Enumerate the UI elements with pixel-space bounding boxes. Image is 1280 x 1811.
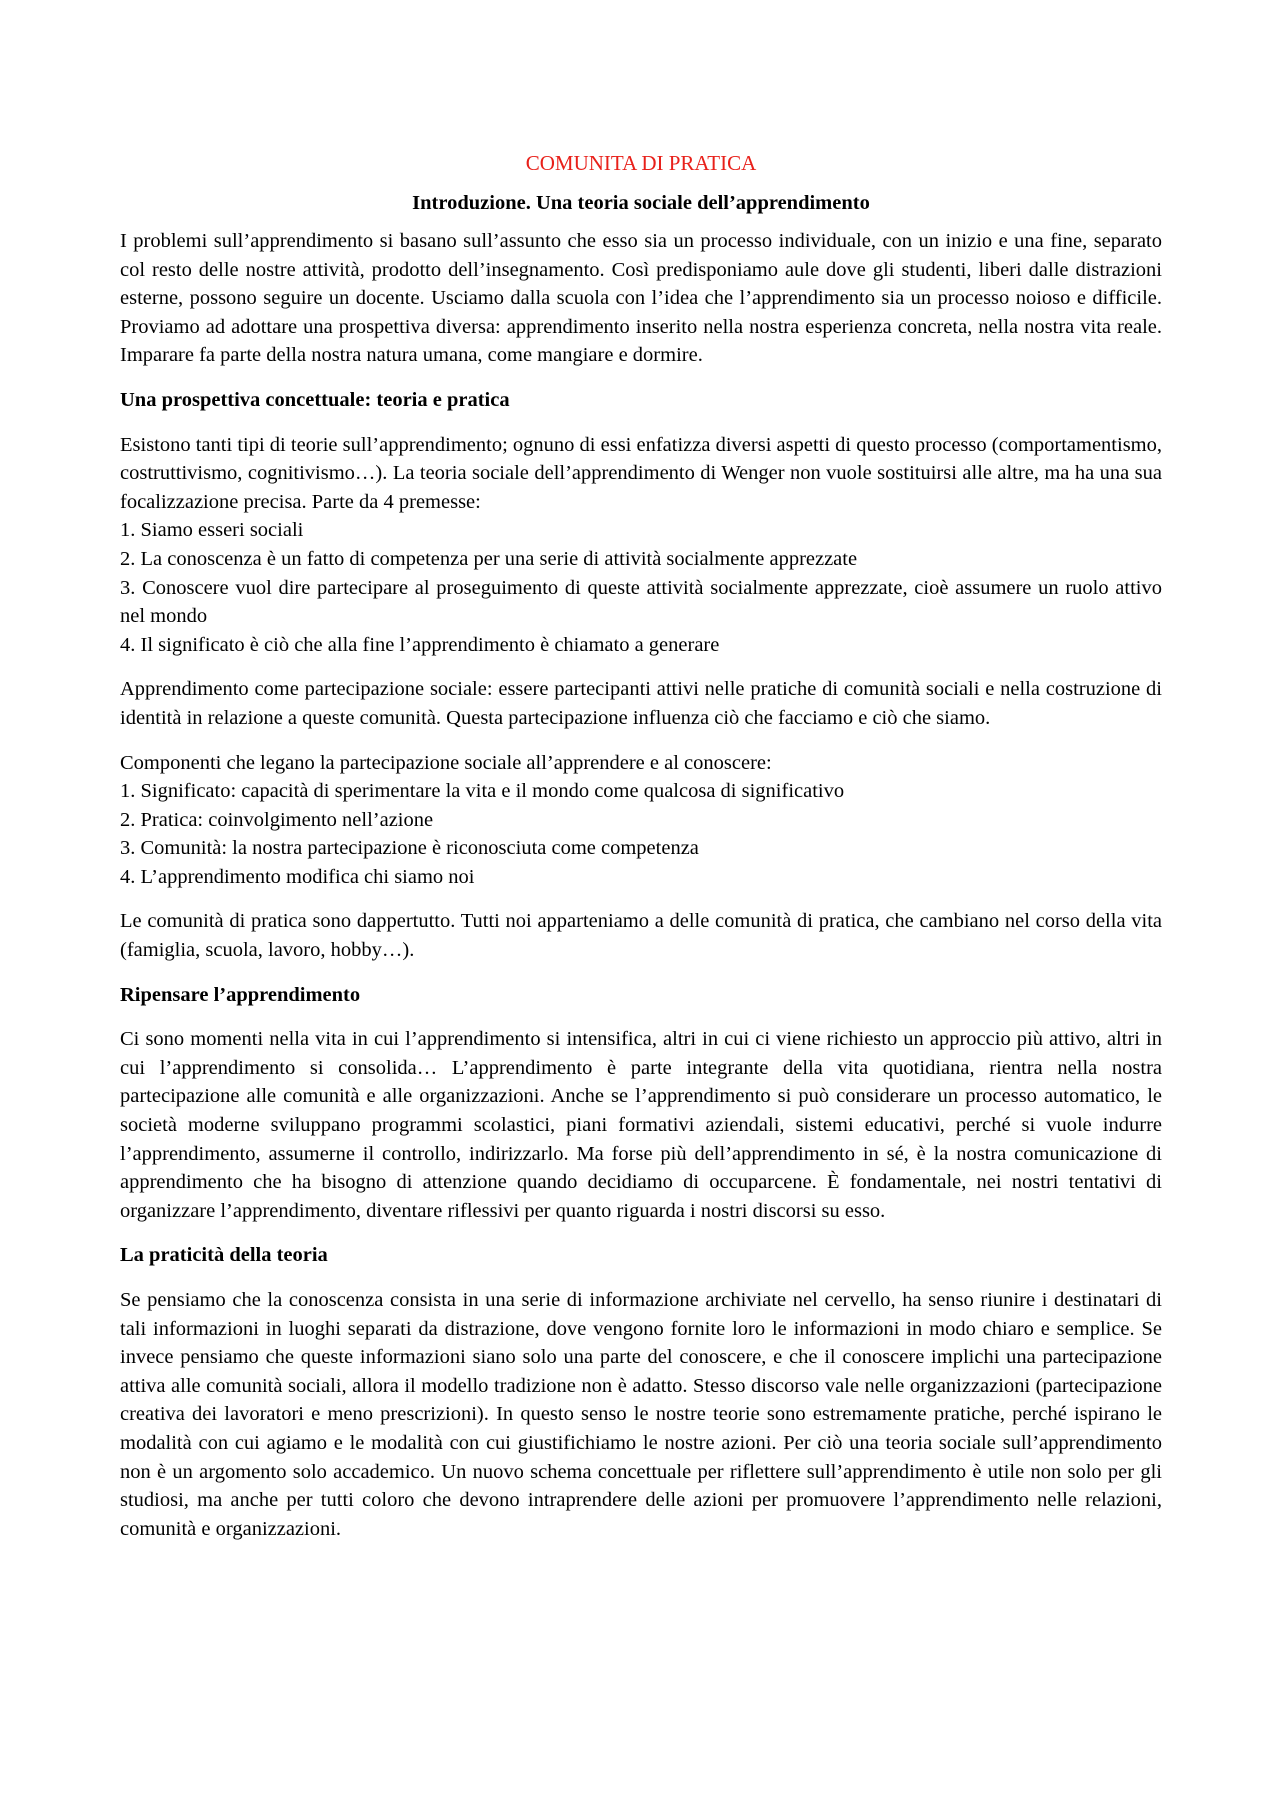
section1-paragraph3: Le comunità di pratica sono dappertutto. Tutti noi apparteniamo a delle comunità di pratica, che cambiano nel corso della vita (famiglia, scuola, lavoro, hobby…). — [120, 910, 1162, 962]
list-item: 2. La conoscenza è un fatto di competenza per una serie di attività socialmente apprezzate — [120, 547, 858, 570]
document-subtitle: Introduzione. Una teoria sociale dell’apprendimento — [412, 192, 870, 214]
section-heading-prospettiva: Una prospettiva concettuale: teoria e pratica — [120, 388, 510, 411]
document-page — [120, 149, 1162, 1559]
intro-paragraph: I problemi sull’apprendimento si basano sull’assunto che esso sia un processo individuale, con un inizio e una fine, separato col resto delle nostre attività, prodotto dell’insegnamento. Così predisponiamo aule dove gli studenti, liberi dalle distrazioni esterne, possono seguire un docente. Usciamo dalla scuola con l’idea che l’apprendimento sia un processo noioso e difficile. Proviamo ad adottare una prospettiva diversa: apprendimento inserito nella nostra esperienza concreta, nella nostra vita reale. Imparare fa parte della nostra natura umana, come mangiare e dormire. — [120, 230, 1162, 367]
list-item: 4. Il significato è ciò che alla fine l’apprendimento è chiamato a generare — [120, 633, 720, 656]
section1-paragraph2: Apprendimento come partecipazione sociale: essere partecipanti attivi nelle pratiche di comunità sociali e nella costruzione di identità in relazione a queste comunità. Questa partecipazione influenza ciò che facciamo e ciò che siamo. — [120, 678, 1162, 729]
section-heading-ripensare: Ripensare l’apprendimento — [120, 983, 361, 1006]
section2-paragraph: Ci sono momenti nella vita in cui l’apprendimento si intensifica, altri in cui ci viene richiesto un approccio più attivo, altri in cui l’apprendimento si consolida… L’apprendimento è parte integrante della vita quotidiana, rientra nella nostra partecipazione alle comunità e alle organizzazioni. Anche se l’apprendimento si può considerare un processo automatico, le società moderne sviluppano programmi scolastici, piani formativi aziendali, sistemi educativi, perché si vuole indurre l’apprendimento, assumerne il controllo, indirizzarlo. Ma forse più dell’apprendimento in sé, è la nostra comunicazione di apprendimento che ha bisogno di attenzione quando decidiamo di occuparcene. È fondamentale, nei nostri tentativi di organizzare l’apprendimento, diventare riflessivi per quanto riguarda i nostri discorsi su esso. — [120, 1028, 1162, 1222]
components-intro: Componenti che legano la partecipazione sociale all’apprendere e al conoscere: — [120, 751, 772, 774]
premises-list — [120, 516, 1162, 659]
list-item: 2. Pratica: coinvolgimento nell’azione — [120, 808, 434, 831]
list-item: 4. L’apprendimento modifica chi siamo noi — [120, 865, 475, 888]
list-item: 1. Significato: capacità di sperimentare la vita e il mondo come qualcosa di significativo — [120, 780, 845, 803]
section3-paragraph: Se pensiamo che la conoscenza consista in una serie di informazione archiviate nel cervello, ha senso riunire i destinatari di tali informazioni in luoghi separati da distrazione, dove vengono fornite loro le informazioni in modo chiaro e semplice. Se invece pensiamo che queste informazioni siano solo una parte del conoscere, e che il conoscere implichi una partecipazione attiva alle comunità sociali, allora il modello tradizione non è adatto. Stesso discorso vale nelle organizzazioni (partecipazione creativa dei lavoratori e meno prescrizioni). In questo senso le nostre teorie sono estremamente pratiche, perché ispirano le modalità con cui agiamo e le modalità con cui giustifichiamo le nostre azioni. Per ciò una teoria sociale sull’apprendimento non è un argomento solo accademico. Un nuovo schema concettuale per riflettere sull’apprendimento è utile non solo per gli studiosi, ma anche per tutti coloro che devono intraprendere delle azioni per promuovere l’apprendimento nelle relazioni, comunità e organizzazioni. — [120, 1289, 1162, 1540]
list-item: 3. Conoscere vuol dire partecipare al proseguimento di queste attività socialmente apprezzate, cioè assumere un ruolo attivo nel mondo — [120, 576, 1162, 628]
document-title: COMUNITA DI PRATICA — [525, 151, 757, 175]
list-item: 1. Siamo esseri sociali — [120, 519, 304, 542]
section1-paragraph1: Esistono tanti tipi di teorie sull’apprendimento; ognuno di essi enfatizza diversi aspetti di questo processo (comportamentismo, costruttivismo, cognitivismo…). La teoria sociale dell’apprendimento di Wenger non vuole sostituirsi alle altre, ma ha una sua focalizzazione precisa. Parte da 4 premesse: — [120, 433, 1162, 513]
section-heading-praticita: La praticità della teoria — [120, 1244, 328, 1267]
components-list — [120, 777, 1162, 891]
list-item: 3. Comunità: la nostra partecipazione è riconosciuta come competenza — [120, 837, 699, 860]
